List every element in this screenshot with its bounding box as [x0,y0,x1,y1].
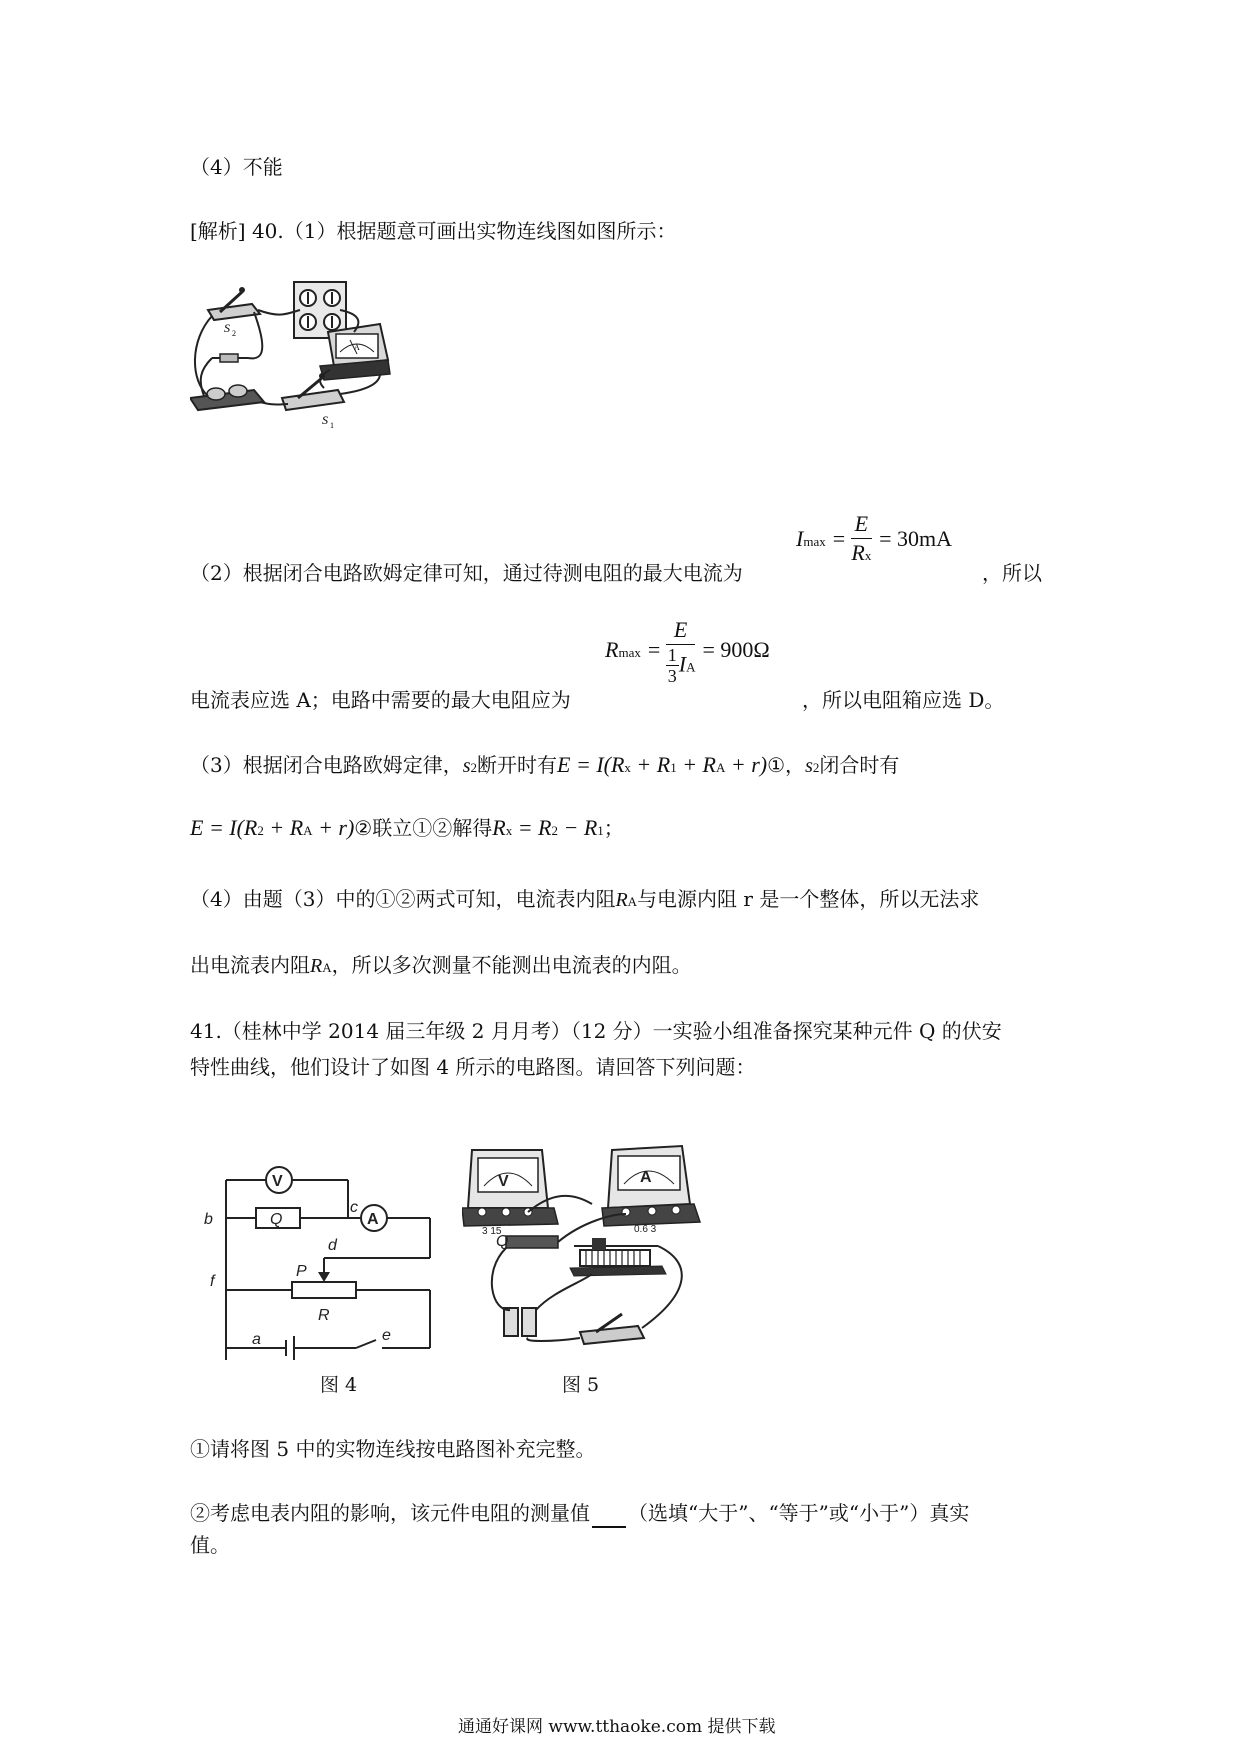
fig4-a-label: a [252,1331,261,1348]
eq-result-mid: = R [512,815,552,840]
formula-imax-lhs-sub: max [803,534,826,549]
fig4-voltmeter-label: V [272,1173,283,1190]
para-6-ra: R [615,889,628,911]
eq-1 [557,752,767,777]
eq-1-mid2: + R [676,752,716,777]
para-4-d: 闭合时有 [819,753,900,777]
eq-1-a-sub: A [716,760,726,775]
para-6 [190,884,979,917]
para-6-a: （4）由题（3）中的①②两式可知，电流表内阻 [190,887,616,911]
eq-1-a: E = I(R [557,752,625,777]
fig4-e-label: e [382,1327,391,1344]
s2-sub: 2 [232,329,236,338]
figure-4-circuit [200,1150,440,1360]
para-6-ra-sub: A [627,894,638,909]
figure-5-apparatus [462,1142,712,1352]
fig4-b-label: b [204,1211,213,1228]
eq-1-mid: + R [630,752,671,777]
para-4-s2-open-sub: 2 [470,760,478,775]
para-4-b: 断开时有 [477,753,558,777]
fig4-f-label: f [210,1273,215,1290]
answer-4: （4）不能 [190,155,283,179]
s2-label: S [224,321,230,335]
formula-rmax: Rmax = E $\frac{1}{3}$ IA = 900Ω [605,617,770,686]
page-footer: 通通好课网 www.tthaoke.com 提供下载 [458,1717,776,1737]
q41-item-2-end: 值。 [190,1533,230,1557]
fig4-ammeter-label: A [367,1211,379,1228]
fig4-c-label: c [350,1199,358,1216]
eq-2-two: 2 [257,823,264,838]
formula-rmax-lhs: R [605,637,619,662]
eq-result-mid2: − R [557,815,598,840]
para-7-a: 出电流表内阻 [190,953,310,977]
eq-2-a: E = I(R [190,815,258,840]
formula-imax-num: E [851,510,872,539]
wiring-figure [190,270,440,470]
para-7-ra-sub: A [322,960,332,975]
formula-imax-rhs: = 30mA [879,526,953,551]
q41-item-2 [190,1498,969,1528]
para-7-b: ，所以多次测量不能测出电流表的内阻。 [331,953,692,977]
formula-rmax-rhs: = 900Ω [702,637,770,662]
eq-result-r: R [492,815,506,840]
fig5-v-terminals: 3 15 [482,1226,502,1237]
formula-rmax-fraction [666,616,696,686]
formula-imax-fraction [851,510,872,570]
para-4 [190,750,899,783]
eq-1-end: + r) [725,752,768,777]
q41-item-2-a: ②考虑电表内阻的影响，该元件电阻的测量值 [190,1501,590,1525]
formula-imax-den: R [851,540,865,565]
formula-rmax-den-den: 3 [667,666,677,686]
para-6-b: 与电源内阻 r 是一个整体，所以无法求 [637,887,980,911]
fig4-q-label: Q [270,1211,283,1228]
para-4-c: ①， [767,753,806,777]
fig5-ammeter-label: A [640,1169,652,1186]
meter-label: A [354,343,360,352]
figure-5-caption: 图 5 [562,1374,600,1396]
para-7 [190,950,692,983]
s1-label: S [322,413,328,427]
fig4-r-label: R [318,1307,330,1324]
q41-line2: 特性曲线，他们设计了如图 4 所示的电路图。请回答下列问题： [190,1055,756,1079]
eq-result-x: x [505,823,513,838]
formula-rmax-num: E [666,616,696,645]
eq-2-mid: + R [263,815,304,840]
fig5-voltmeter-label: V [498,1173,509,1190]
para-5 [190,813,624,846]
para-4-a: （3）根据闭合电路欧姆定律， [190,753,463,777]
para-2-text: （2）根据闭合电路欧姆定律可知，通过待测电阻的最大电流为 [190,561,743,585]
formula-rmax-den-i: I [678,651,687,677]
fig4-d-label: d [328,1237,337,1254]
answer-blank[interactable] [592,1504,626,1528]
formula-imax: Imax = $\frac{E}{Rx}$ = 30mA [796,510,952,570]
formula-imax-lhs: I [796,526,804,551]
formula-imax-den-sub: x [864,548,872,563]
figure-4-caption: 图 4 [320,1374,358,1396]
para-5-a: ②联立①②解得 [354,816,493,840]
para-2-end: ，所以 [982,561,1042,585]
eq-2 [190,815,354,840]
eq-1-x: x [624,760,631,775]
para-3-end: ，所以电阻箱应选 D。 [802,688,1005,712]
q41-item-2-b: （选填“大于”、“等于”或“小于”）真实 [628,1501,970,1525]
para-4-s2-closed-sub: 2 [812,760,820,775]
para-4-s2-closed: s [805,755,813,777]
s1-sub: 1 [330,421,334,430]
eq-result-two: 2 [551,823,558,838]
eq-2-end: + r) [312,815,355,840]
eq-result-one: 1 [597,823,604,838]
para-4-s2-open: s [462,755,471,777]
q41-item-1: ①请将图 5 中的实物连线按电路图补充完整。 [190,1437,596,1461]
analysis-heading: [解析] 40.（1）根据题意可画出实物连线图如图所示： [190,219,677,243]
para-5-b: ； [603,816,624,840]
formula-rmax-den-i-sub: A [686,659,696,675]
eq-2-a-sub: A [303,823,313,838]
fig5-a-terminals: 0.6 3 [634,1224,657,1235]
para-7-ra: R [310,955,323,977]
formula-rmax-lhs-sub: max [618,645,641,660]
formula-rmax-den-num: 1 [667,645,677,665]
fig4-p-label: P [296,1263,307,1280]
eq-1-one: 1 [670,760,677,775]
eq-result [492,815,604,840]
q41-line1: 41.（桂林中学 2014 届三年级 2 月月考）（12 分）一实验小组准备探究某种元件 Q 的伏安 [190,1019,1002,1043]
fig5-q-label: Q [496,1233,509,1250]
para-3-text: 电流表应选 A；电路中需要的最大电阻应为 [190,688,571,712]
